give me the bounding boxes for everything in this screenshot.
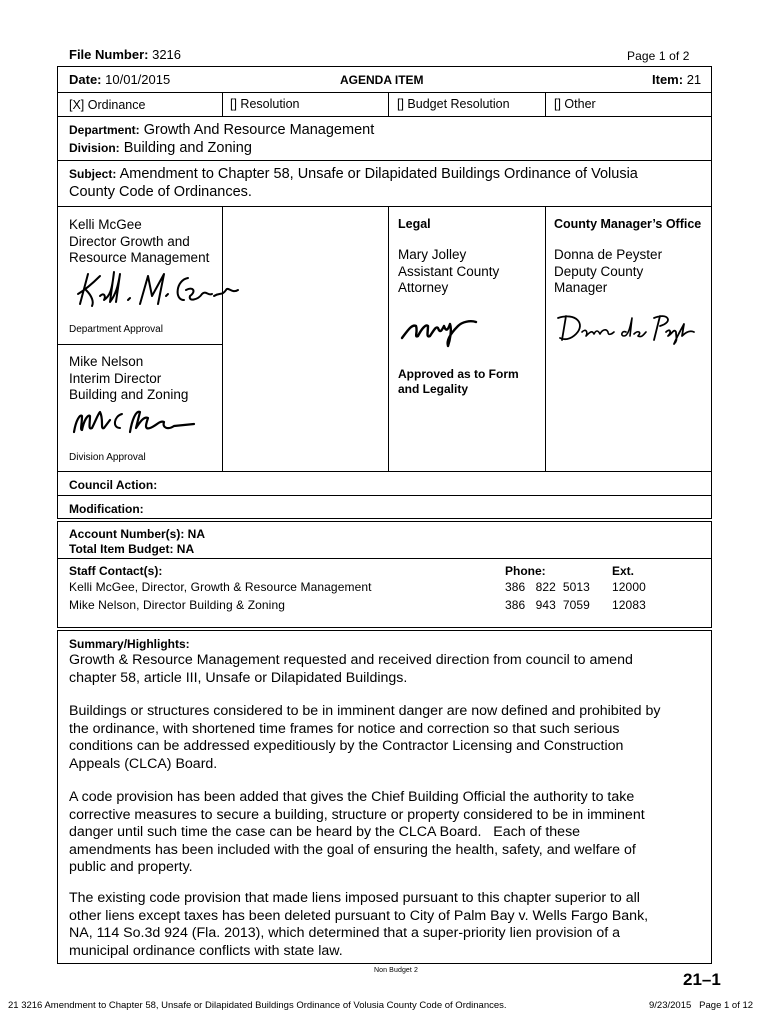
contact-phone-1: 386 822 5013	[505, 580, 590, 594]
summary-p3-line: corrective measures to secure a building, structure or property considered to be in imminent	[69, 806, 645, 823]
summary-paragraph-4	[69, 890, 648, 960]
summary-p3-line: amendments has been included with the goal of ensuring the health, safety, and welfare of	[69, 841, 636, 858]
division-value: Building and Zoning	[123, 140, 252, 156]
summary-p4-line: NA, 114 So.3d 924 (Fla. 2013), which determined that a super-priority lien provision of a	[69, 925, 620, 941]
option-budget-resolution: [] Budget Resolution	[397, 97, 510, 111]
date-value: 10/01/2015	[105, 72, 171, 87]
division	[69, 140, 252, 156]
summary-label: Summary/Highlights:	[69, 637, 190, 651]
division-label: Division:	[69, 141, 120, 155]
modification-label: Modification:	[69, 502, 144, 516]
legal-note-1: Approved as to Form	[398, 367, 519, 381]
cmo-heading: County Manager’s Office	[554, 217, 702, 231]
dept-approver-name: Kelli McGee	[69, 217, 142, 232]
file-number	[69, 47, 181, 62]
department-label: Department:	[69, 123, 140, 137]
contact-ext-1: 12000	[612, 580, 646, 594]
contact-ext-2: 12083	[612, 598, 646, 612]
summary-paragraph-2	[69, 703, 661, 773]
agenda-date	[69, 72, 170, 87]
div-approver-title-2: Building and Zoning	[69, 387, 189, 402]
mary-jolley-signature	[400, 310, 480, 350]
cmo-approver-name: Donna de Peyster	[554, 247, 663, 262]
summary-p3-line: danger until such time the case can be heard by the CLCA Board. Each of these	[69, 824, 581, 840]
department-approval-label: Department Approval	[69, 324, 163, 335]
contact-name-1: Kelli McGee, Director, Growth & Resource Management	[69, 580, 372, 594]
legal-note-2: and Legality	[398, 382, 469, 396]
item-stamp: 21–1	[683, 970, 721, 989]
division-approval-label: Division Approval	[69, 452, 146, 463]
dept-approver-title-1: Director Growth and	[69, 233, 190, 249]
file-number-label: File Number:	[69, 47, 149, 62]
summary-p3-line: public and property.	[69, 859, 193, 875]
phone-label: Phone:	[505, 564, 546, 578]
legal-heading: Legal	[398, 217, 431, 231]
mike-nelson-signature	[70, 406, 200, 438]
summary-p1-line: Growth & Resource Management requested and received direction from council to amend	[69, 652, 633, 668]
legal-note	[398, 367, 519, 397]
contact-name-2: Mike Nelson, Director Building & Zoning	[69, 598, 285, 612]
donna-de-peyster-signature	[556, 310, 701, 346]
cmo-approver	[554, 247, 662, 297]
subject-text-2: County Code of Ordinances.	[69, 184, 252, 200]
account-number: Account Number(s): NA	[69, 527, 206, 541]
summary-p1-line: chapter 58, article III, Unsafe or Dilapidated Buildings.	[69, 669, 408, 686]
summary-p2-line: Buildings or structures considered to be in imminent danger are now defined and prohibited by	[69, 703, 661, 719]
cmo-approver-title-2: Manager	[554, 280, 608, 295]
department-value: Growth And Resource Management	[143, 122, 375, 138]
non-budget-marker: Non Budget 2	[374, 967, 419, 974]
page-indicator: Page 1 of 2	[627, 49, 690, 63]
option-ordinance: [X] Ordinance	[69, 98, 146, 112]
agenda-item	[652, 72, 701, 87]
legal-approver-title-2: Attorney	[398, 280, 449, 295]
summary-p2-line: conditions can be addressed expeditiously by the Contractor Licensing and Construction	[69, 738, 624, 754]
legal-approver-title-1: Assistant County	[398, 263, 500, 279]
legal-approver-name: Mary Jolley	[398, 247, 467, 262]
subject-text-1: Amendment to Chapter 58, Unsafe or Dilapidated Buildings Ordinance of Volusia	[119, 166, 638, 182]
date-label: Date:	[69, 72, 102, 87]
staff-contact-label: Staff Contact(s):	[69, 564, 163, 578]
footer-date-page: 9/23/2015 Page 1 of 12	[649, 1000, 754, 1011]
item-label: Item:	[652, 72, 684, 87]
summary-paragraph-3	[69, 789, 645, 877]
council-action-label: Council Action:	[69, 478, 158, 492]
summary-paragraph-1	[69, 652, 633, 687]
summary-p4-line: The existing code provision that made liens imposed pursuant to this chapter superior to all	[69, 890, 640, 906]
item-value: 21	[686, 72, 702, 87]
contact-phone-2: 386 943 7059	[505, 598, 590, 612]
department	[69, 122, 374, 138]
summary-p2-line: Appeals (CLCA) Board.	[69, 755, 218, 772]
div-approver	[69, 354, 188, 404]
option-other: [] Other	[554, 97, 596, 111]
dept-approver-title-2: Resource Management	[69, 250, 210, 265]
footer-document-title: 21 3216 Amendment to Chapter 58, Unsafe or Dilapidated Buildings Ordinance of Volusia County Code of Ordinances.	[8, 1000, 507, 1011]
cmo-approver-title-1: Deputy County	[554, 263, 644, 279]
div-approver-title-1: Interim Director	[69, 370, 162, 386]
summary-p4-line: municipal ordinance conflicts with state law.	[69, 942, 343, 959]
summary-p4-line: other liens except taxes has been deleted pursuant to City of Palm Bay v. Wells Fargo Bank,	[69, 907, 649, 924]
ext-label: Ext.	[612, 564, 635, 578]
kelli-mcgee-signature	[70, 266, 245, 312]
subject-line1	[69, 166, 638, 182]
legal-approver	[398, 247, 499, 297]
option-resolution: [] Resolution	[230, 97, 300, 111]
file-number-value: 3216	[152, 47, 182, 62]
agenda-title: AGENDA ITEM	[340, 73, 424, 87]
account-info	[69, 527, 205, 556]
total-item-budget: Total Item Budget: NA	[69, 541, 195, 556]
summary-p3-line: A code provision has been added that gives the Chief Building Official the authority to take	[69, 789, 635, 805]
summary-p2-line: the ordinance, with shortened time frames for notice and correction so that such serious	[69, 720, 620, 737]
subject-label: Subject:	[69, 167, 117, 181]
dept-approver	[69, 217, 209, 267]
div-approver-name: Mike Nelson	[69, 354, 144, 369]
